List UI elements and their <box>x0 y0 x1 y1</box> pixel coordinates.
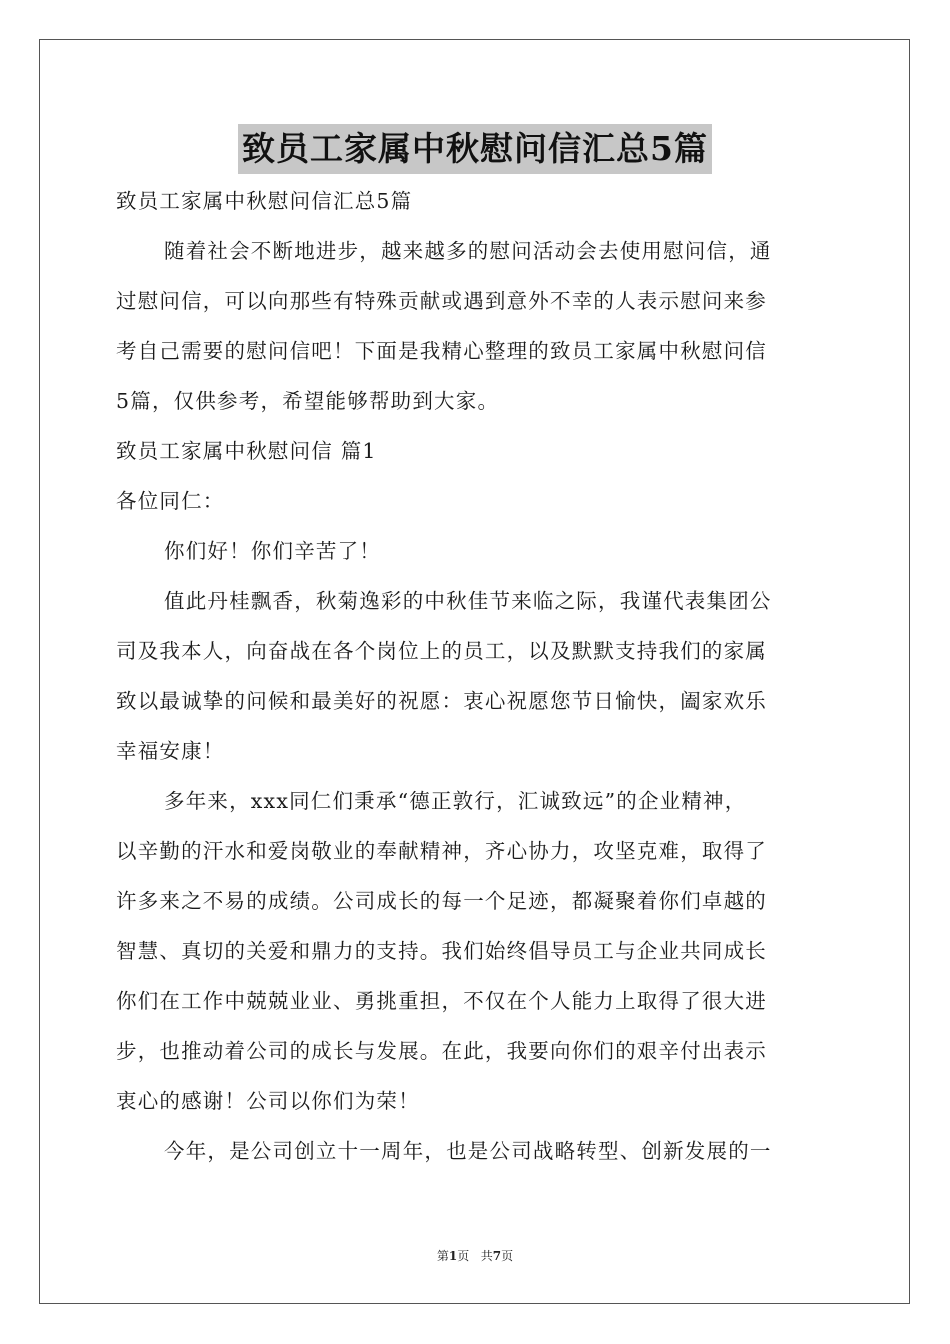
text-line: 过慰问信，可以向那些有特殊贡献或遇到意外不幸的人表示慰问来参 <box>116 289 767 313</box>
document-title: 致员工家属中秋慰问信汇总5篇 <box>238 124 712 174</box>
footer-page-prefix: 第 <box>436 1249 449 1263</box>
text-line: 许多来之不易的成绩。公司成长的每一个足迹，都凝聚着你们卓越的 <box>116 889 767 913</box>
footer-total-suffix: 页 <box>501 1249 514 1263</box>
text-line: 你们好！你们辛苦了！ <box>164 539 381 563</box>
text-line: 致员工家属中秋慰问信 篇1 <box>116 439 377 463</box>
text-line: 致员工家属中秋慰问信汇总5篇 <box>116 189 413 213</box>
text-line: 随着社会不断地进步，越来越多的慰问活动会去使用慰问信，通 <box>164 239 772 263</box>
text-line: 衷心的感谢！公司以你们为荣！ <box>116 1089 420 1113</box>
text-line: 多年来，xxx同仁们秉承“德正敦行，汇诚致远”的企业精神， <box>164 789 747 813</box>
footer-total-pages: 7 <box>492 1249 502 1263</box>
text-line: 智慧、真切的关爱和鼎力的支持。我们始终倡导员工与企业共同成长 <box>116 939 767 963</box>
footer-total-prefix: 共 <box>480 1249 493 1263</box>
text-line: 今年，是公司创立十一周年，也是公司战略转型、创新发展的一 <box>164 1139 772 1163</box>
footer-page-suffix: 页 <box>457 1249 470 1263</box>
text-line: 考自己需要的慰问信吧！下面是我精心整理的致员工家属中秋慰问信 <box>116 339 767 363</box>
footer-current-page: 1 <box>448 1249 458 1263</box>
title-wrap <box>0 124 950 174</box>
text-line: 5篇，仅供参考，希望能够帮助到大家。 <box>116 389 500 413</box>
document-body <box>116 176 834 1176</box>
text-line: 你们在工作中兢兢业业、勇挑重担，不仅在个人能力上取得了很大进 <box>116 989 767 1013</box>
text-line: 以辛勤的汗水和爱岗敬业的奉献精神，齐心协力，攻坚克难，取得了 <box>116 839 767 863</box>
text-line: 各位同仁： <box>116 489 225 513</box>
text-line: 值此丹桂飘香，秋菊逸彩的中秋佳节来临之际，我谨代表集团公 <box>164 589 772 613</box>
page-footer <box>0 1247 950 1264</box>
text-line: 幸福安康！ <box>116 739 225 763</box>
text-line: 致以最诚挚的问候和最美好的祝愿：衷心祝愿您节日愉快，阖家欢乐 <box>116 689 767 713</box>
text-line: 司及我本人，向奋战在各个岗位上的员工，以及默默支持我们的家属 <box>116 639 767 663</box>
text-line: 步，也推动着公司的成长与发展。在此，我要向你们的艰辛付出表示 <box>116 1039 767 1063</box>
